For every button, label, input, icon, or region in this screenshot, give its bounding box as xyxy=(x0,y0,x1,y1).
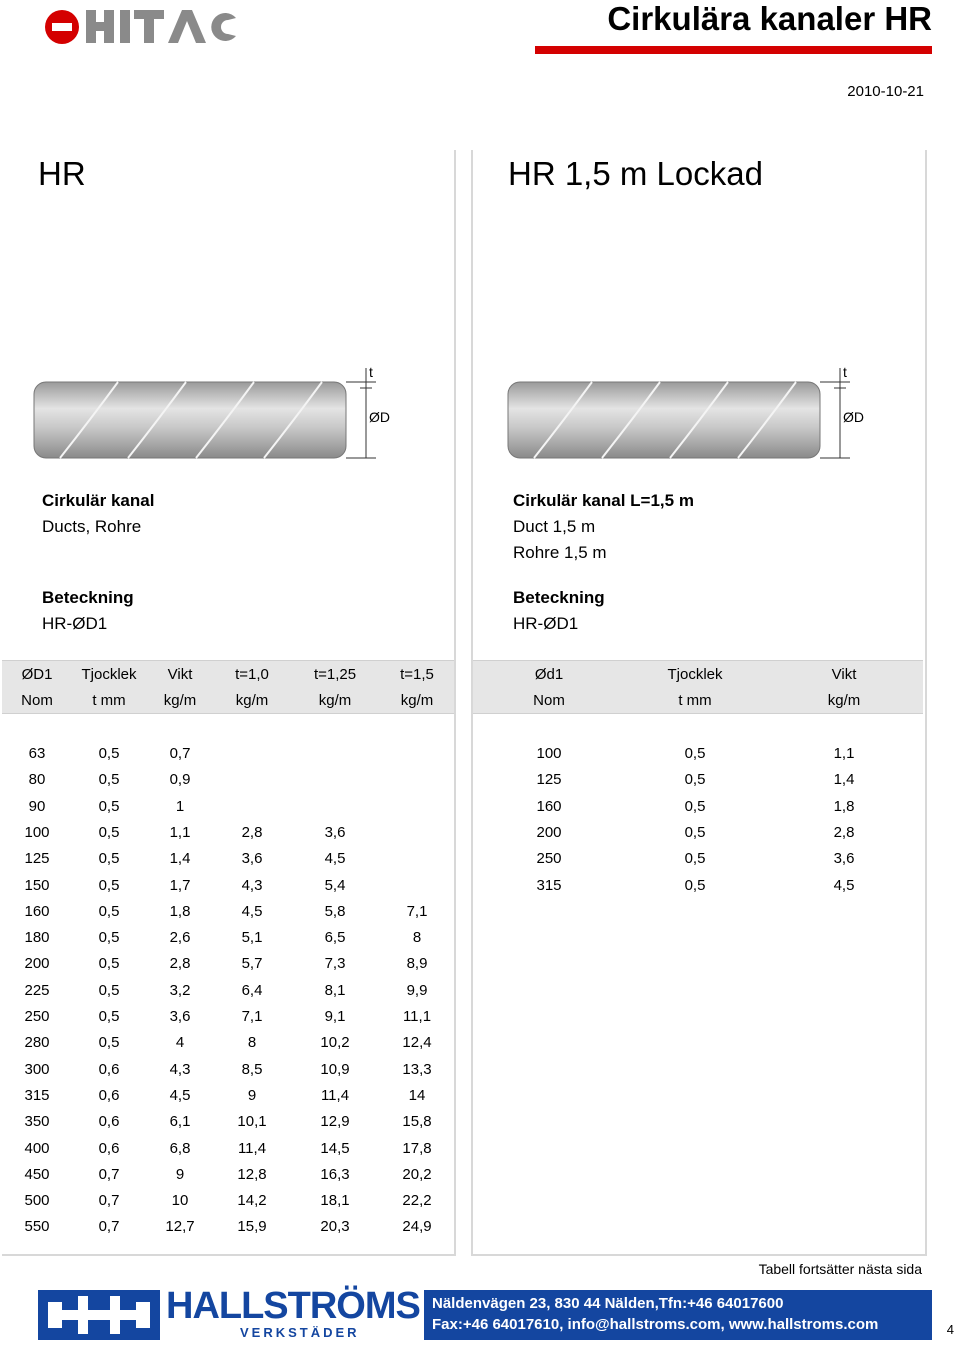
table-cell: 5,4 xyxy=(324,876,346,894)
table-cell: 16,3 xyxy=(320,1165,350,1183)
table-cell: 7,1 xyxy=(241,1008,263,1025)
table-cell: 80 xyxy=(28,771,46,789)
table-cell: 3,6 xyxy=(241,850,263,868)
company-subname: VERKSTÄDER xyxy=(240,1325,360,1340)
table-cell: 6,1 xyxy=(169,1113,191,1131)
document-title: Cirkulära kanaler HR xyxy=(607,0,932,37)
table-cell: 11,4 xyxy=(320,1086,350,1104)
column-header-bottom: kg/m xyxy=(235,692,269,709)
table-cell: 100 xyxy=(536,745,562,762)
table-cell: 5,8 xyxy=(324,902,346,920)
column-header-bottom: t mm xyxy=(92,692,126,709)
column-header-bottom: Nom xyxy=(21,692,53,709)
column-header-top: t=1,0 xyxy=(235,666,269,683)
table-cell: 1,8 xyxy=(833,797,855,815)
section-heading-hr: HR xyxy=(38,155,86,192)
product-name: Cirkulär kanal xyxy=(42,491,155,510)
left-product-info xyxy=(42,488,154,540)
table-cell: 250 xyxy=(24,1008,50,1025)
table-cell: 8 xyxy=(247,1034,257,1052)
table-cell: 4,5 xyxy=(241,902,263,920)
table-cell: 9 xyxy=(247,1086,257,1104)
table-cell: 3,6 xyxy=(324,823,346,841)
table-cell: 4 xyxy=(175,1034,185,1052)
table-cell: 10,1 xyxy=(237,1113,267,1131)
table-cell: 150 xyxy=(24,876,50,894)
table-cell: 0,5 xyxy=(98,929,120,947)
table-cell: 11,4 xyxy=(237,1139,267,1157)
section-heading-hr-lockad: HR 1,5 m Lockad xyxy=(508,155,763,192)
table-cell: 0,7 xyxy=(98,1218,120,1236)
designation-value: HR-ØD1 xyxy=(42,614,108,633)
table-cell: 10,9 xyxy=(320,1060,350,1078)
table-cell: 9 xyxy=(175,1165,185,1183)
table-cell: 0,6 xyxy=(98,1139,120,1157)
table-cell: 500 xyxy=(24,1192,50,1210)
table-cell: 63 xyxy=(28,745,46,762)
table-cell: 1,4 xyxy=(833,771,855,789)
column-header-bottom: kg/m xyxy=(163,692,197,709)
table-cell: 160 xyxy=(536,797,562,815)
table-cell: 125 xyxy=(536,771,562,789)
table-cell: 315 xyxy=(24,1086,50,1104)
table-cell: 0,6 xyxy=(98,1113,120,1131)
table-cell: 9,9 xyxy=(406,981,428,999)
right-product-info xyxy=(513,488,694,566)
table-cell: 3,6 xyxy=(833,850,855,868)
product-subtitle-1: Duct 1,5 m xyxy=(513,517,596,536)
table-cell: 0,9 xyxy=(169,771,191,789)
table-cell: 0,5 xyxy=(98,876,120,894)
column-header-bottom: kg/m xyxy=(400,692,434,709)
column-header-top: t=1,25 xyxy=(313,666,357,683)
table-cell: 0,6 xyxy=(98,1086,120,1104)
hallstroms-wordmark xyxy=(166,1285,420,1344)
designation-label: Beteckning xyxy=(42,588,134,607)
table-cell: 0,7 xyxy=(98,1192,120,1210)
table-cell: 400 xyxy=(24,1139,50,1157)
table-cell: 12,9 xyxy=(320,1113,350,1131)
table-cell: 0,5 xyxy=(98,745,120,762)
table-cell: 1,8 xyxy=(169,902,191,920)
table-cell: 8,9 xyxy=(406,955,428,973)
column-header-top: t=1,5 xyxy=(400,666,434,683)
table-cell: 2,8 xyxy=(833,823,855,841)
page-number: 4 xyxy=(946,1322,954,1337)
table-cell: 9,1 xyxy=(324,1008,346,1025)
table-cell: 125 xyxy=(24,850,50,868)
right-designation xyxy=(513,585,605,637)
company-name: HALLSTRÖMS xyxy=(166,1285,420,1327)
column-header-bottom: Nom xyxy=(533,692,565,709)
table-cell: 14,2 xyxy=(237,1192,267,1210)
address-line-2: Fax:+46 64017610, info@hallstroms.com, www.hallstroms.com xyxy=(432,1316,879,1333)
table-cell: 20,3 xyxy=(320,1218,350,1236)
table-cell: 22,2 xyxy=(402,1192,432,1210)
table-cell: 5,1 xyxy=(241,929,263,947)
table-cell: 8,1 xyxy=(324,981,346,999)
column-header-top: Ød1 xyxy=(534,666,564,683)
table-cell: 4,3 xyxy=(241,876,263,894)
table-cell: 12,7 xyxy=(165,1218,195,1236)
duct-diagram xyxy=(20,362,390,462)
table-cell: 1,4 xyxy=(169,850,191,868)
table-cell: 6,4 xyxy=(241,981,263,999)
table-cell: 0,5 xyxy=(684,850,706,868)
table-cell: 2,6 xyxy=(169,929,191,947)
table-cell: 12,4 xyxy=(402,1034,432,1052)
table-cell: 24,9 xyxy=(402,1218,432,1236)
column-header-top: Vikt xyxy=(167,666,193,683)
table-cell: 90 xyxy=(28,797,46,815)
table-cell: 1,7 xyxy=(169,876,191,894)
hallstroms-emblem xyxy=(38,1290,160,1340)
table-cell: 0,5 xyxy=(98,1034,120,1052)
table-cell: 4,5 xyxy=(324,850,346,868)
diagram-label-t: t xyxy=(843,364,847,380)
table-cell: 3,2 xyxy=(169,981,191,999)
table-cell: 0,5 xyxy=(98,771,120,789)
table-cell: 5,7 xyxy=(241,955,263,973)
title-underline xyxy=(535,46,932,54)
table-cell: 3,6 xyxy=(169,1008,191,1025)
table-cell: 1 xyxy=(175,797,185,815)
table-cell: 10 xyxy=(171,1192,189,1210)
table-cell: 13,3 xyxy=(402,1060,432,1078)
table-cell: 0,5 xyxy=(684,797,706,815)
table-cell: 0,5 xyxy=(98,1008,120,1025)
table-cell: 280 xyxy=(24,1034,50,1052)
table-cell: 0,6 xyxy=(98,1060,120,1078)
contact-banner xyxy=(424,1290,932,1340)
table-cell: 0,5 xyxy=(684,823,706,841)
table-cell: 8,5 xyxy=(241,1060,263,1078)
table-cell: 200 xyxy=(536,823,562,841)
table-cell: 0,5 xyxy=(98,955,120,973)
table-cell: 6,5 xyxy=(324,929,346,947)
table-cell: 20,2 xyxy=(402,1165,432,1183)
table-cell: 0,5 xyxy=(98,823,120,841)
table-cell: 15,9 xyxy=(237,1218,267,1236)
table-cell: 0,5 xyxy=(98,797,120,815)
duct-diagram-lockad xyxy=(494,362,864,462)
table-cell: 7,3 xyxy=(324,955,346,973)
table-cell: 180 xyxy=(24,929,50,947)
table-cell: 0,5 xyxy=(98,902,120,920)
table-cell: 1,1 xyxy=(169,823,191,841)
table-cell: 350 xyxy=(24,1113,50,1131)
table-cell: 0,5 xyxy=(98,981,120,999)
table-cell: 160 xyxy=(24,902,50,920)
product-subtitle-2: Rohre 1,5 m xyxy=(513,543,607,562)
table-cell: 0,7 xyxy=(98,1165,120,1183)
product-subtitle: Ducts, Rohre xyxy=(42,517,142,536)
document-date: 2010-10-21 xyxy=(847,83,924,100)
table-cell: 1,1 xyxy=(833,745,855,762)
column-header-top: Tjocklek xyxy=(81,666,137,683)
diagram-label-d: ØD xyxy=(843,409,864,425)
diagram-label-t: t xyxy=(369,364,373,380)
table-cell: 2,8 xyxy=(169,955,191,973)
column-header-top: Vikt xyxy=(831,666,857,683)
address-line-1: Näldenvägen 23, 830 44 Nälden,Tfn:+46 64017600 xyxy=(432,1295,784,1312)
table-cell: 0,5 xyxy=(684,876,706,894)
product-name: Cirkulär kanal L=1,5 m xyxy=(513,491,694,510)
table-cell: 4,3 xyxy=(169,1060,191,1078)
table-cell: 17,8 xyxy=(402,1139,432,1157)
continuation-note: Tabell fortsätter nästa sida xyxy=(758,1261,922,1277)
table-cell: 300 xyxy=(24,1060,50,1078)
table-cell: 0,5 xyxy=(98,850,120,868)
table-cell: 315 xyxy=(536,876,562,894)
table-cell: 225 xyxy=(24,981,50,999)
column-header-top: Tjocklek xyxy=(667,666,723,683)
designation-label: Beteckning xyxy=(513,588,605,607)
column-header-bottom: t mm xyxy=(678,692,712,709)
table-cell: 0,5 xyxy=(684,745,706,762)
table-cell: 7,1 xyxy=(406,902,428,920)
column-header-top: ØD1 xyxy=(21,666,53,683)
table-cell: 100 xyxy=(24,823,50,841)
table-cell: 200 xyxy=(24,955,50,973)
table-cell: 2,8 xyxy=(241,823,263,841)
table-cell: 4,5 xyxy=(169,1086,191,1104)
table-cell: 6,8 xyxy=(169,1139,191,1157)
table-cell: 10,2 xyxy=(320,1034,350,1052)
table-cell: 550 xyxy=(24,1218,50,1236)
column-header-bottom: kg/m xyxy=(827,692,861,709)
column-header-bottom: kg/m xyxy=(318,692,352,709)
table-cell: 14 xyxy=(408,1086,426,1104)
table-cell: 15,8 xyxy=(402,1113,432,1131)
table-cell: 450 xyxy=(24,1165,50,1183)
table-cell: 14,5 xyxy=(320,1139,350,1157)
table-cell: 18,1 xyxy=(320,1192,350,1210)
table-cell: 4,5 xyxy=(833,876,855,894)
table-cell: 11,1 xyxy=(402,1008,432,1025)
designation-value: HR-ØD1 xyxy=(513,614,579,633)
table-cell: 12,8 xyxy=(237,1165,267,1183)
table-cell: 250 xyxy=(536,850,562,868)
left-designation xyxy=(42,585,134,637)
hitac-logo xyxy=(40,6,240,46)
table-cell: 8 xyxy=(412,929,422,947)
diagram-label-d: ØD xyxy=(369,409,390,425)
table-cell: 0,7 xyxy=(169,745,191,762)
table-cell: 0,5 xyxy=(684,771,706,789)
